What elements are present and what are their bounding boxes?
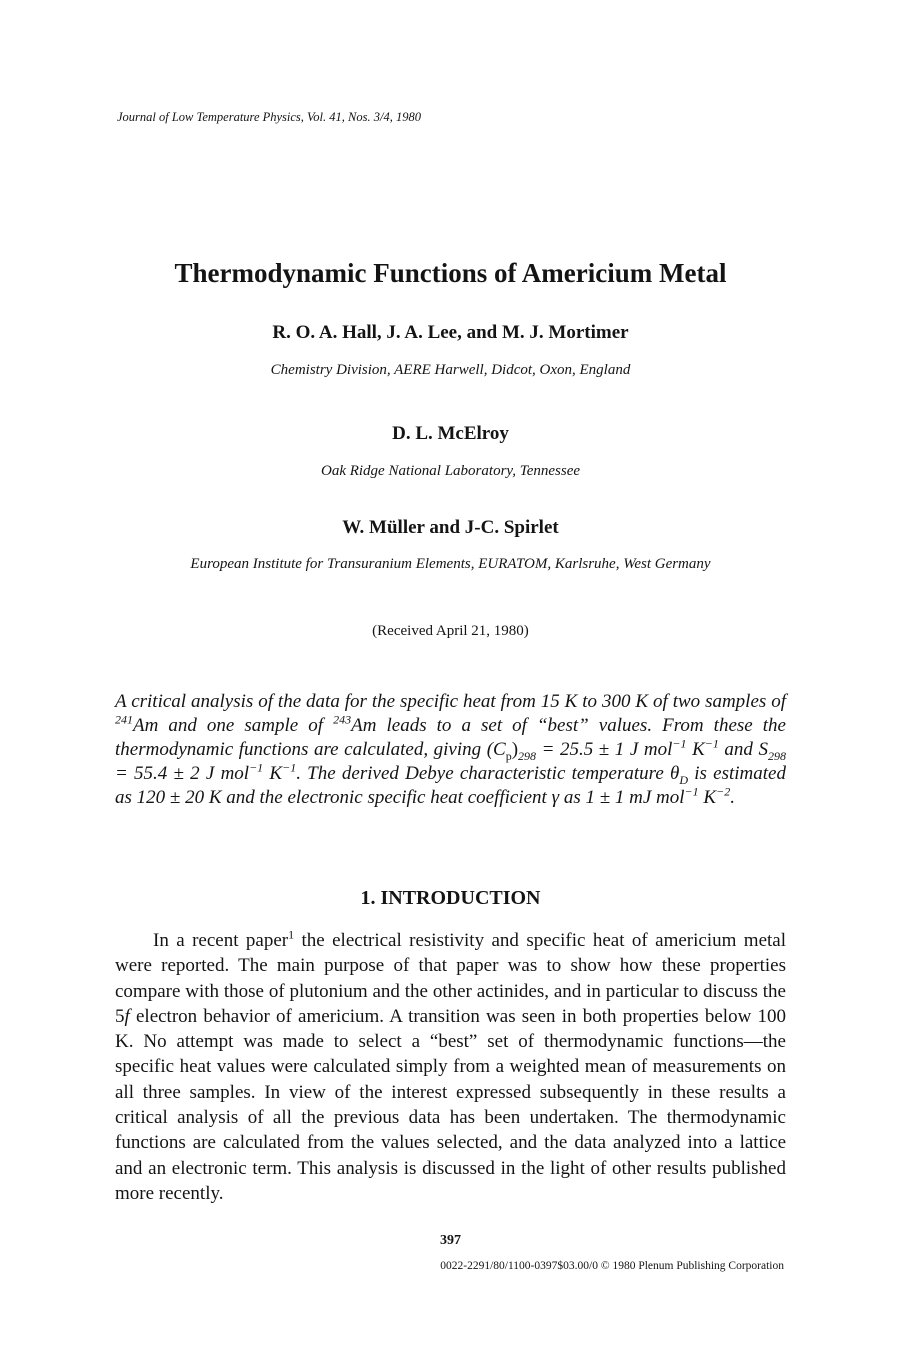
- section-heading: 1. INTRODUCTION: [360, 887, 541, 909]
- reference-1: 1: [288, 927, 295, 942]
- affiliation-3: European Institute for Transuranium Elements, EURATOM, Karlsruhe, West Germany: [190, 556, 711, 572]
- paper-title: Thermodynamic Functions of Americium Metal: [174, 258, 727, 288]
- author-group-1: R. O. A. Hall, J. A. Lee, and M. J. Mortimer: [272, 322, 629, 343]
- author-group-3: W. Müller and J-C. Spirlet: [342, 517, 559, 538]
- author-group-2: D. L. McElroy: [392, 423, 509, 444]
- received-date: (Received April 21, 1980): [372, 623, 529, 639]
- journal-header: Journal of Low Temperature Physics, Vol. 41, Nos. 3/4, 1980: [117, 110, 421, 124]
- introduction-paragraph: In a recent paper$^1$ the electrical resistivity and specific heat of americium metal were reported. The main purpose of that paper was to show how these properties compare with those of plutonium and the other actinides, and in particular to discuss the 5f electron behavior of americium. A transition was seen in both properties below 100 K. No attempt was made to select a “best” set of thermodynamic functions—the specific heat values were calculated simply from a weighted mean of measurements on all three samples. In view of the interest expressed subsequently in these results a critical analysis of all the previous data has been undertaken. The thermodynamic functions are calculated from the values selected, and the data analyzed into a lattice and an electronic term. This analysis is discussed in the light of other results published more recently.: [115, 927, 786, 1204]
- abstract: A critical analysis of the data for the specific heat from 15 K to 300 K of two samples of $^{241}$Am and one sample of $^{243}$Am leads to a set of “best” values. From these the thermodynamic functions are calculated, giving $(C_p)_{298} = 25.5 \pm 1$ J mol$^{-1}$ $K^{-1}$ and $S_{298} = 55.4 \pm 2$ J mol$^{-1}$ $K^{-1}$. The derived Debye characteristic temperature $\theta_D$ is estimated as 120 ± 20 K and the electronic specific heat coefficient γ as 1 ± 1 mJ mol$^{-1}$ $K^{-2}$.: [115, 691, 786, 808]
- copyright-line: 0022-2291/80/1100-0397$03.00/0 © 1980 Plenum Publishing Corporation: [440, 1260, 784, 1272]
- affiliation-2: Oak Ridge National Laboratory, Tennessee: [320, 463, 581, 479]
- affiliation-1: Chemistry Division, AERE Harwell, Didcot, Oxon, England: [270, 362, 631, 378]
- page-number: 397: [440, 1233, 461, 1248]
